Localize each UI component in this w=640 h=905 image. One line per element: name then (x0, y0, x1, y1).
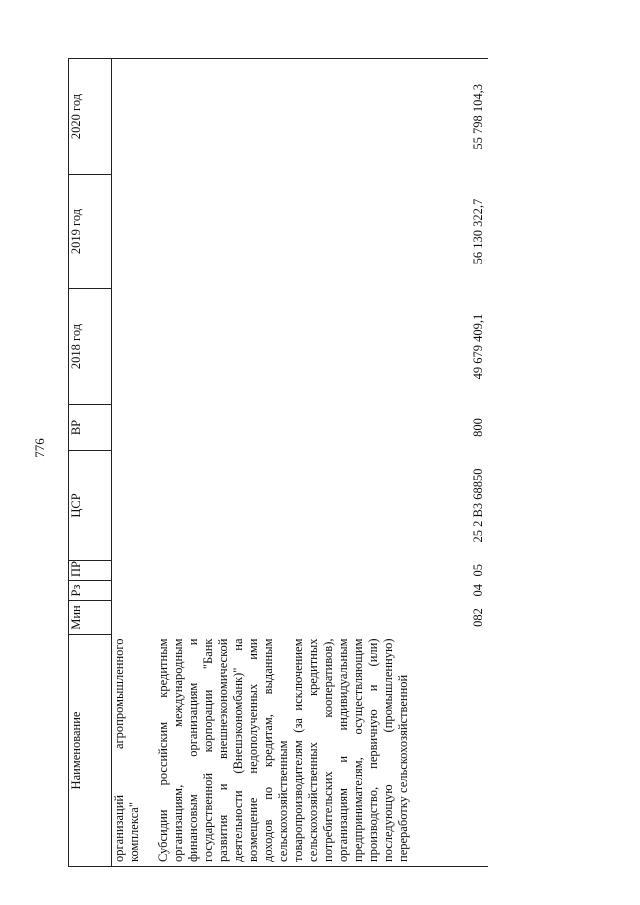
header-2019: 2019 год (69, 175, 112, 289)
row-min: 082 (471, 608, 485, 627)
header-rz: Рз (69, 581, 112, 601)
row-name: организаций агропромышленного комплекса" (112, 635, 143, 867)
row-vr: 800 (471, 418, 485, 437)
header-pr: ПР (69, 561, 112, 581)
row-2020 (112, 59, 143, 175)
row-name: Субсидии российским кредитным организациям, международным финансовым организациям и государственной корпорации "Банк развития и внешнеэкономической деятельности (Внешэкономбанк)" на возмещение недополученных ими доходов по кредитам, выданным сельскохозяйственным товаропроизводителям (за исключением сельскохозяйственных кредитных потребительских кооперативов), организациям и индивидуальным предпринимателям, осуществляющим производство, первичную и (или) последующую (промышленную) переработку сельскохозяйственной (156, 635, 488, 867)
row-2020: 55 798 104,3 (156, 59, 488, 175)
table-row (112, 59, 143, 867)
row-2019 (112, 175, 143, 289)
table-row (156, 59, 488, 867)
header-csr: ЦСР (69, 451, 112, 561)
budget-table (68, 58, 488, 867)
header-vr: ВР (69, 405, 112, 451)
table-header-row (69, 59, 112, 867)
header-2020: 2020 год (69, 59, 112, 175)
row-csr: 25 2 В3 68850 (471, 468, 485, 543)
row-2018 (112, 289, 143, 405)
row-2018: 49 679 409,1 (471, 313, 485, 380)
header-2018: 2018 год (69, 289, 112, 405)
header-min: Мин (69, 601, 112, 635)
row-spacer (142, 59, 156, 867)
rotated-document (68, 59, 603, 867)
row-rz: 04 (471, 584, 485, 597)
row-rz (112, 581, 143, 601)
row-min (112, 601, 143, 635)
page-number: 776 (32, 438, 47, 458)
row-pr (112, 561, 143, 581)
header-name: Наименование (69, 635, 112, 867)
row-pr: 05 (471, 564, 485, 577)
row-vr (112, 405, 143, 451)
row-csr (112, 451, 143, 561)
row-2019: 56 130 322,7 (471, 198, 485, 265)
